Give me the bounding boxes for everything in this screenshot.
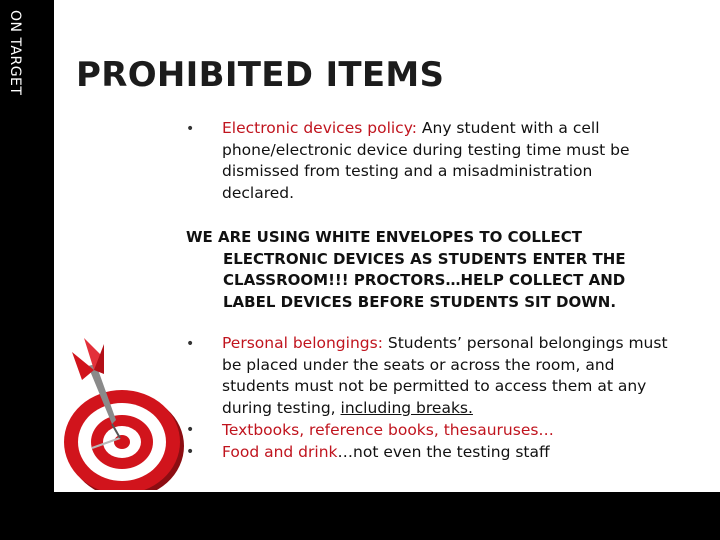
footer-bar <box>54 492 720 540</box>
bullet-marker: • <box>186 336 195 352</box>
policy-label: Electronic devices policy: <box>222 119 417 137</box>
policy-text <box>222 118 667 204</box>
food-text <box>222 442 672 464</box>
envelope-notice: WE ARE USING WHITE ENVELOPES TO COLLECT ELECTRONIC DEVICES AS STUDENTS ENTER THE CLASSROOM!!! PROCTORS…HELP COLLECT AND LABEL DEVICES BEFORE STUDENTS SIT DOWN. <box>186 228 626 311</box>
sidebar-label: ON TARGET <box>7 10 23 96</box>
belongings-body: Students’ personal belongings must be placed under the seats or across the room, and students must not be permitted to access them at any during testing, <box>222 334 668 417</box>
policy-body: Any student with a cell phone/electronic device during testing time must be dismissed from testing and a misadministration declared. <box>222 119 630 202</box>
slide <box>54 0 720 492</box>
bullet-marker: • <box>186 444 195 460</box>
belongings-underlined: including breaks. <box>340 398 473 417</box>
belongings-label: Personal belongings: <box>222 334 383 352</box>
food-label: Food and drink <box>222 443 338 461</box>
belongings-text <box>222 333 672 419</box>
target-with-dart-icon <box>54 320 224 490</box>
food-body: …not even the testing staff <box>337 443 550 461</box>
sidebar <box>0 0 54 540</box>
bullet-marker: • <box>186 422 195 438</box>
page-title: PROHIBITED ITEMS <box>76 55 445 95</box>
textbooks-text: Textbooks, reference books, thesauruses… <box>222 421 554 439</box>
bullet-marker: • <box>186 121 195 137</box>
